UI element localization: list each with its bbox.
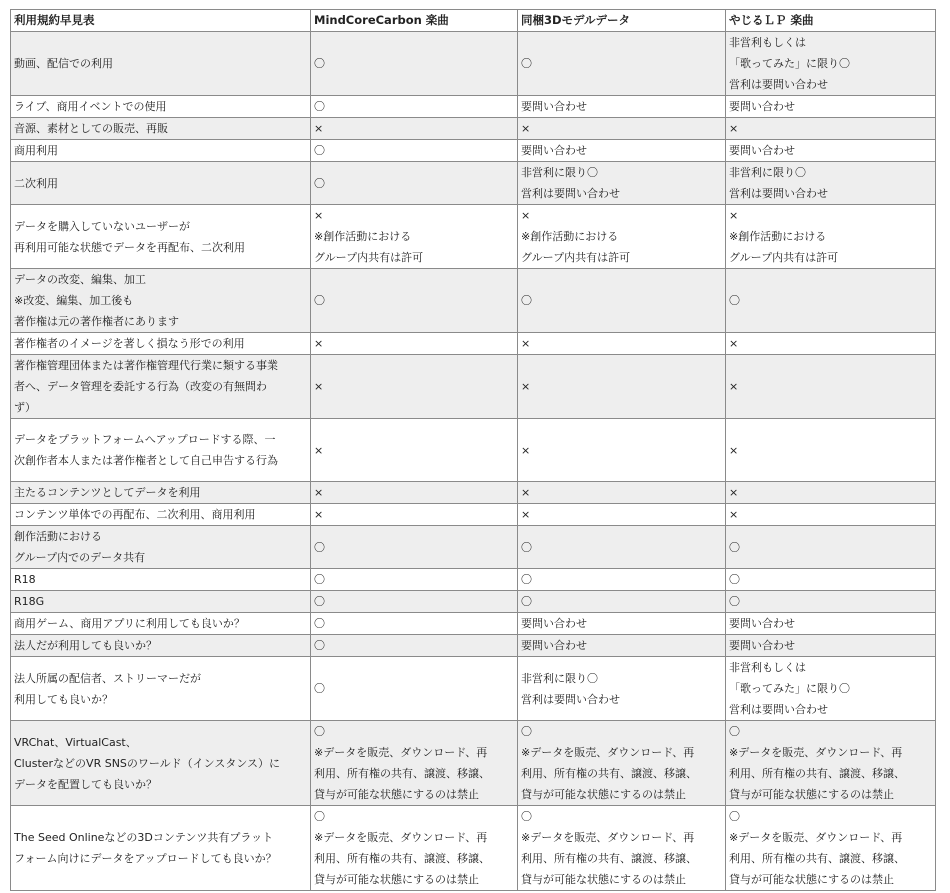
yajiru-lp-cell [726, 635, 936, 657]
header-yajiru-lp: やじるＬＰ 楽曲 [726, 10, 936, 32]
cell-line: データの改変、編集、加工 [14, 273, 146, 286]
cell-line: 利用、所有権の共有、譲渡、移譲、 [521, 767, 697, 780]
mindcorecarbon-cell [311, 419, 518, 482]
cell-line: ※創作活動における [729, 230, 827, 243]
yajiru-lp-cell [726, 162, 936, 205]
model-data-cell [518, 613, 726, 635]
table-row [11, 118, 936, 140]
mindcorecarbon-cell [311, 118, 518, 140]
cell-line: 非営利もしくは [729, 36, 806, 49]
cell-line: ※創作活動における [521, 230, 619, 243]
model-data-cell [518, 205, 726, 269]
cell-line: 要問い合わせ [729, 100, 795, 113]
cell-line: 営利は要問い合わせ [521, 692, 620, 706]
cell-line: × [729, 122, 739, 135]
mindcorecarbon-cell [311, 32, 518, 96]
cell-line: 二次利用 [14, 176, 58, 190]
cell-line: データをプラットフォームへアップロードする際、一 [14, 433, 276, 446]
table-header-row [11, 10, 936, 32]
mindcorecarbon-cell [311, 482, 518, 504]
cell-line: × [729, 508, 739, 521]
cell-line: × [314, 337, 324, 350]
cell-line: 〇 [521, 725, 532, 738]
model-data-cell [518, 482, 726, 504]
model-data-cell [518, 721, 726, 806]
table-row [11, 140, 936, 162]
item-cell [11, 613, 311, 635]
cell-line: The Seed Onlineなどの3Dコンテンツ共有プラット [14, 831, 274, 844]
yajiru-lp-cell [726, 569, 936, 591]
cell-line: ※データを販売、ダウンロード、再 [729, 831, 903, 844]
mindcorecarbon-cell [311, 526, 518, 569]
yajiru-lp-cell [726, 482, 936, 504]
mindcorecarbon-cell [311, 657, 518, 721]
cell-line: ライブ、商用イベントでの使用 [14, 100, 167, 113]
table-row [11, 32, 936, 96]
yajiru-lp-cell [726, 269, 936, 333]
mindcorecarbon-cell [311, 806, 518, 891]
terms-summary-table [10, 9, 936, 891]
yajiru-lp-cell [726, 118, 936, 140]
cell-line: × [521, 486, 531, 499]
cell-line: 〇 [521, 573, 532, 586]
cell-line: 商用ゲーム、商用アプリに利用しても良いか？ [14, 617, 245, 630]
cell-line: 主たるコンテンツとしてデータを利用 [14, 486, 201, 499]
mindcorecarbon-cell [311, 569, 518, 591]
model-data-cell [518, 96, 726, 118]
cell-line: 〇 [314, 639, 325, 652]
terms-table-container [10, 9, 936, 891]
table-row [11, 419, 936, 482]
cell-line: 〇 [314, 810, 325, 823]
cell-line: × [314, 380, 324, 393]
table-row [11, 635, 936, 657]
cell-line: 著作権者のイメージを著しく損なう形での利用 [14, 337, 245, 350]
yajiru-lp-cell [726, 355, 936, 419]
mindcorecarbon-cell [311, 333, 518, 355]
table-row [11, 613, 936, 635]
cell-line: 〇 [729, 540, 740, 554]
model-data-cell [518, 269, 726, 333]
header-mindcorecarbon: MindCoreCarbon 楽曲 [311, 10, 518, 32]
cell-line: 要問い合わせ [729, 617, 795, 630]
cell-line: 者へ、データ管理を委託する行為（改変の有無問わ [14, 380, 267, 393]
cell-line: 利用、所有権の共有、譲渡、移譲、 [314, 767, 490, 780]
cell-line: ※改変、編集、加工後も [14, 294, 134, 307]
cell-line: 営利は要問い合わせ [729, 703, 828, 716]
header-3d-model-data: 同梱3Dモデルデータ [518, 10, 726, 32]
cell-line: 〇 [314, 57, 325, 70]
mindcorecarbon-cell [311, 635, 518, 657]
cell-line: × [521, 443, 531, 457]
cell-line: フォーム向けにデータをアップロードしても良いか？ [14, 852, 277, 865]
cell-line: 〇 [521, 810, 532, 823]
cell-line: 要問い合わせ [521, 144, 587, 157]
cell-line: 利用、所有権の共有、譲渡、移譲、 [314, 852, 490, 865]
cell-line: ※データを販売、ダウンロード、再 [521, 746, 695, 759]
model-data-cell [518, 162, 726, 205]
yajiru-lp-cell [726, 526, 936, 569]
table-row [11, 96, 936, 118]
item-cell [11, 333, 311, 355]
cell-line: 非営利もしくは [729, 661, 806, 674]
cell-line: データを配置しても良いか？ [14, 777, 157, 791]
item-cell [11, 162, 311, 205]
model-data-cell [518, 806, 726, 891]
cell-line: 〇 [314, 144, 325, 157]
cell-line: 要問い合わせ [729, 639, 795, 652]
cell-line: 〇 [314, 176, 325, 190]
model-data-cell [518, 591, 726, 613]
cell-line: × [521, 337, 531, 350]
cell-line: × [314, 486, 324, 499]
mindcorecarbon-cell [311, 355, 518, 419]
yajiru-lp-cell [726, 32, 936, 96]
cell-line: 営利は要問い合わせ [729, 187, 828, 200]
cell-line: 〇 [314, 573, 325, 586]
item-cell [11, 721, 311, 806]
cell-line: × [729, 443, 739, 457]
cell-line: 貸与が可能な状態にするのは禁止 [521, 788, 686, 801]
cell-line: 営利は要問い合わせ [729, 78, 828, 91]
cell-line: 音源、素材としての販売、再販 [14, 122, 168, 135]
cell-line: ※創作活動における [314, 230, 412, 243]
mindcorecarbon-cell [311, 205, 518, 269]
model-data-cell [518, 635, 726, 657]
cell-line: 利用、所有権の共有、譲渡、移譲、 [729, 852, 905, 865]
cell-line: × [729, 380, 739, 393]
item-cell [11, 482, 311, 504]
cell-line: 〇 [314, 725, 325, 738]
cell-line: ※データを販売、ダウンロード、再 [314, 746, 488, 759]
cell-line: 利用、所有権の共有、譲渡、移譲、 [729, 767, 905, 780]
item-cell [11, 140, 311, 162]
model-data-cell [518, 32, 726, 96]
cell-line: × [521, 380, 531, 393]
cell-line: ※データを販売、ダウンロード、再 [314, 831, 488, 844]
item-cell [11, 269, 311, 333]
mindcorecarbon-cell [311, 269, 518, 333]
item-cell [11, 526, 311, 569]
table-row [11, 721, 936, 806]
mindcorecarbon-cell [311, 140, 518, 162]
item-cell [11, 355, 311, 419]
cell-line: 〇 [729, 725, 740, 738]
yajiru-lp-cell [726, 806, 936, 891]
cell-line: 法人だが利用しても良いか？ [14, 639, 157, 652]
cell-line: × [314, 209, 324, 222]
cell-line: 「歌ってみた」に限り〇 [729, 57, 850, 70]
cell-line: 著作権は元の著作権者にあります [14, 315, 179, 328]
table-row [11, 569, 936, 591]
cell-line: 〇 [729, 595, 740, 608]
table-body [11, 32, 936, 891]
yajiru-lp-cell [726, 419, 936, 482]
table-row [11, 162, 936, 205]
cell-line: 要問い合わせ [521, 100, 587, 113]
cell-line: 〇 [314, 294, 325, 307]
cell-line: 非営利に限り〇 [521, 166, 598, 179]
cell-line: 〇 [521, 540, 532, 554]
cell-line: 〇 [314, 540, 325, 554]
cell-line: グループ内共有は許可 [729, 251, 839, 264]
cell-line: グループ内でのデータ共有 [14, 551, 146, 564]
mindcorecarbon-cell [311, 96, 518, 118]
cell-line: 次創作者本人または著作権者として自己申告する行為 [14, 454, 278, 467]
model-data-cell [518, 333, 726, 355]
cell-line: × [521, 122, 531, 135]
model-data-cell [518, 140, 726, 162]
header-terms-title: 利用規約早見表 [11, 10, 311, 32]
table-row [11, 269, 936, 333]
mindcorecarbon-cell [311, 591, 518, 613]
cell-line: 〇 [521, 57, 532, 70]
cell-line: × [521, 209, 531, 222]
cell-line: 商用利用 [14, 144, 58, 157]
item-cell [11, 205, 311, 269]
cell-line: ※データを販売、ダウンロード、再 [729, 746, 903, 759]
cell-line: 営利は要問い合わせ [521, 187, 620, 200]
cell-line: 〇 [314, 617, 325, 630]
cell-line: × [314, 122, 324, 135]
mindcorecarbon-cell [311, 613, 518, 635]
cell-line: R18G [14, 595, 45, 608]
item-cell [11, 504, 311, 526]
cell-line: 再利用可能な状態でデータを再配布、二次利用 [14, 240, 245, 254]
yajiru-lp-cell [726, 721, 936, 806]
table-row [11, 504, 936, 526]
table-row [11, 806, 936, 891]
yajiru-lp-cell [726, 591, 936, 613]
cell-line: ず） [14, 401, 36, 414]
cell-line: 動画、配信での利用 [14, 57, 113, 70]
item-cell [11, 657, 311, 721]
cell-line: 貸与が可能な状態にするのは禁止 [314, 788, 479, 801]
cell-line: グループ内共有は許可 [521, 251, 631, 264]
cell-line: 〇 [314, 100, 325, 113]
item-cell [11, 569, 311, 591]
cell-line: 「歌ってみた」に限り〇 [729, 682, 850, 695]
table-row [11, 482, 936, 504]
yajiru-lp-cell [726, 613, 936, 635]
cell-line: 要問い合わせ [521, 639, 587, 652]
cell-line: 〇 [729, 810, 740, 823]
item-cell [11, 635, 311, 657]
model-data-cell [518, 569, 726, 591]
yajiru-lp-cell [726, 333, 936, 355]
model-data-cell [518, 526, 726, 569]
cell-line: 要問い合わせ [729, 144, 795, 157]
model-data-cell [518, 657, 726, 721]
cell-line: × [521, 508, 531, 521]
cell-line: 利用、所有権の共有、譲渡、移譲、 [521, 852, 697, 865]
table-row [11, 591, 936, 613]
cell-line: 要問い合わせ [521, 617, 587, 630]
cell-line: 貸与が可能な状態にするのは禁止 [729, 873, 894, 886]
cell-line: ClusterなどのVR SNSのワールド（インスタンス）に [14, 756, 281, 770]
cell-line: × [729, 209, 739, 222]
table-row [11, 355, 936, 419]
cell-line: 〇 [314, 595, 325, 608]
item-cell [11, 32, 311, 96]
cell-line: 非営利に限り〇 [729, 166, 806, 179]
model-data-cell [518, 355, 726, 419]
cell-line: 〇 [521, 595, 532, 608]
yajiru-lp-cell [726, 504, 936, 526]
cell-line: 著作権管理団体または著作権管理代行業に類する事業 [14, 359, 278, 372]
model-data-cell [518, 504, 726, 526]
cell-line: 〇 [314, 682, 325, 695]
table-row [11, 657, 936, 721]
cell-line: 貸与が可能な状態にするのは禁止 [314, 873, 479, 886]
cell-line: 〇 [521, 294, 532, 307]
cell-line: コンテンツ単体での再配布、二次利用、商用利用 [14, 508, 256, 521]
cell-line: R18 [14, 573, 36, 586]
mindcorecarbon-cell [311, 162, 518, 205]
item-cell [11, 591, 311, 613]
item-cell [11, 96, 311, 118]
cell-line: グループ内共有は許可 [314, 251, 424, 264]
cell-line: VRChat、VirtualCast、 [14, 735, 137, 749]
yajiru-lp-cell [726, 657, 936, 721]
yajiru-lp-cell [726, 140, 936, 162]
cell-line: × [729, 486, 739, 499]
model-data-cell [518, 118, 726, 140]
cell-line: データを購入していないユーザーが [14, 219, 190, 233]
item-cell [11, 118, 311, 140]
mindcorecarbon-cell [311, 504, 518, 526]
cell-line: 貸与が可能な状態にするのは禁止 [729, 788, 894, 801]
table-row [11, 205, 936, 269]
cell-line: 〇 [729, 294, 740, 307]
mindcorecarbon-cell [311, 721, 518, 806]
cell-line: 貸与が可能な状態にするのは禁止 [521, 873, 686, 886]
cell-line: 法人所属の配信者、ストリーマーだが [14, 671, 201, 685]
cell-line: 非営利に限り〇 [521, 671, 598, 685]
table-row [11, 333, 936, 355]
cell-line: ※データを販売、ダウンロード、再 [521, 831, 695, 844]
cell-line: 利用しても良いか？ [14, 692, 113, 706]
yajiru-lp-cell [726, 205, 936, 269]
cell-line: × [314, 508, 324, 521]
yajiru-lp-cell [726, 96, 936, 118]
cell-line: 創作活動における [14, 530, 102, 543]
cell-line: 〇 [729, 573, 740, 586]
item-cell [11, 419, 311, 482]
item-cell [11, 806, 311, 891]
cell-line: × [729, 337, 739, 350]
cell-line: × [314, 443, 324, 457]
table-row [11, 526, 936, 569]
model-data-cell [518, 419, 726, 482]
